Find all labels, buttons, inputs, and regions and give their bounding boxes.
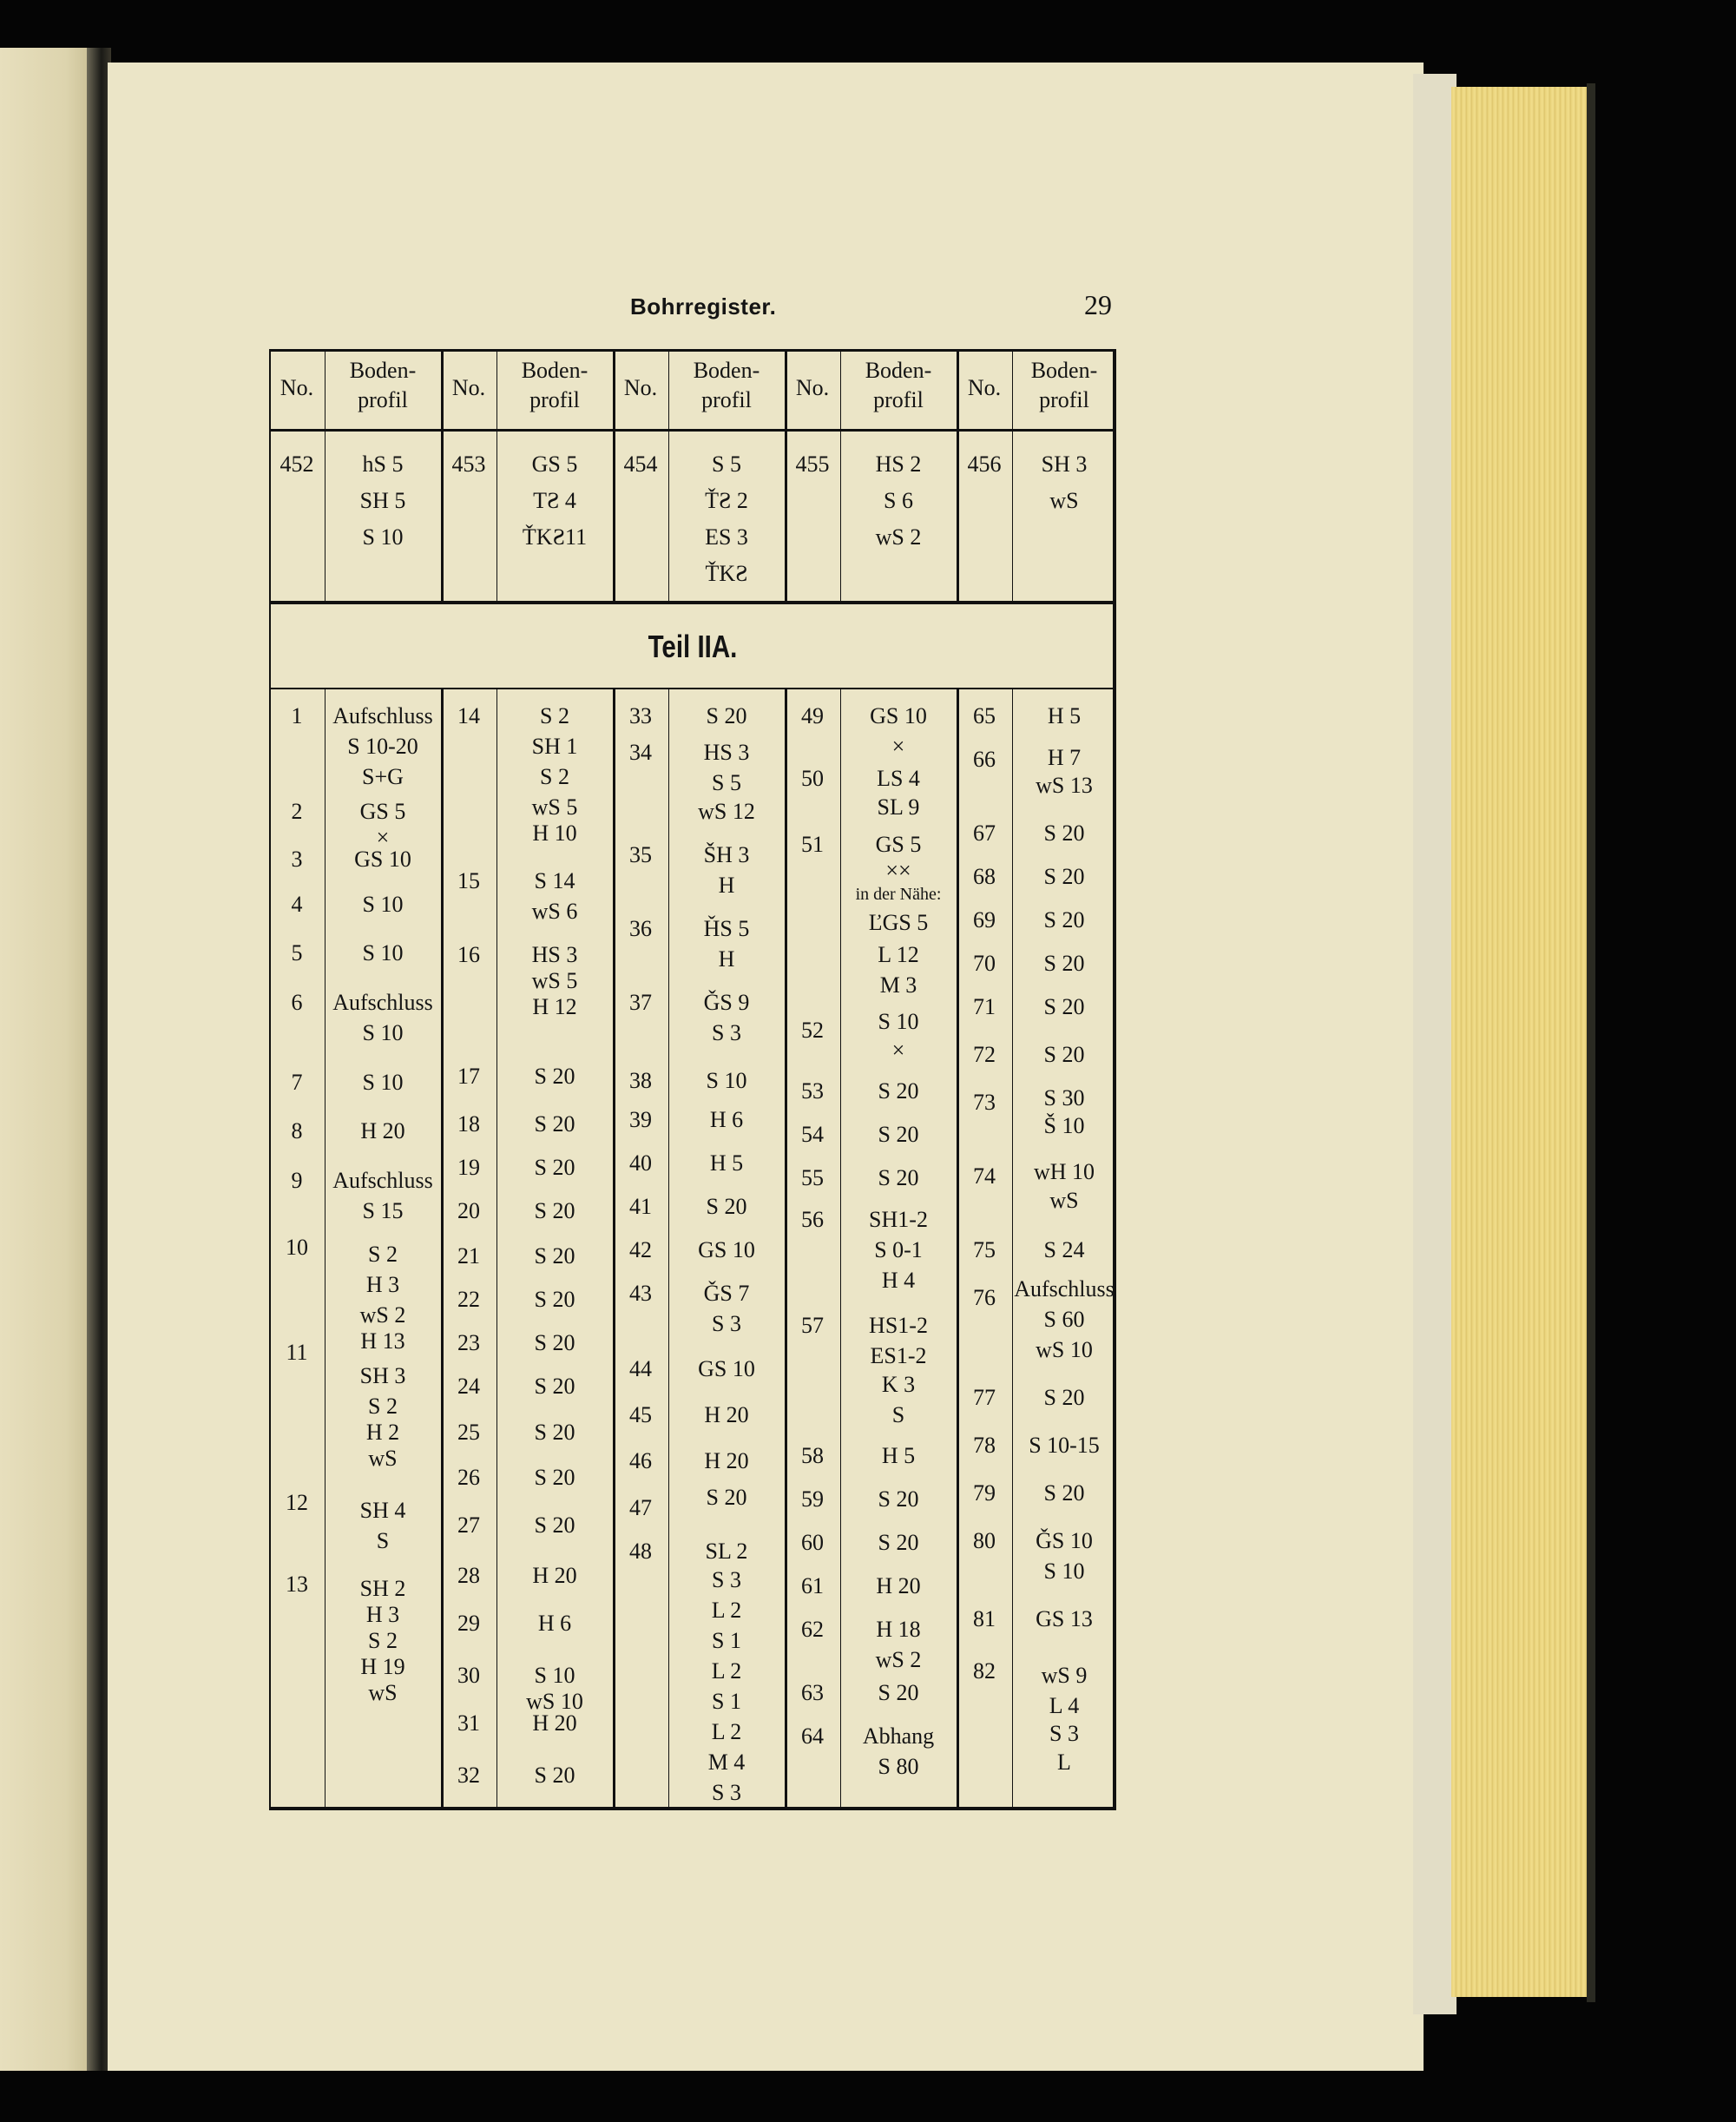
profile-value: GS 10 — [698, 1356, 755, 1381]
profile-value: H 3 — [365, 1602, 400, 1627]
profile-value: S 20 — [534, 1330, 575, 1355]
page-block-edge — [1451, 87, 1590, 1997]
profile-value: SH 5 — [359, 488, 406, 513]
profile-value: GS 10 — [354, 847, 411, 872]
profile-value: S 80 — [878, 1754, 919, 1779]
header-profile: Boden- — [865, 358, 932, 383]
profile-value: S 20 — [1043, 1385, 1085, 1410]
entry-number: 55 — [801, 1165, 824, 1190]
profile-value: HS1-2 — [869, 1313, 928, 1338]
profile-value: S 3 — [712, 1780, 741, 1805]
entry-number: 75 — [973, 1237, 996, 1262]
entry-number: 74 — [973, 1163, 996, 1189]
table-bottom-rule — [269, 1807, 1116, 1810]
profile-value: GS 13 — [1036, 1606, 1093, 1631]
entry-number: 38 — [629, 1068, 652, 1093]
profile-value: ES1-2 — [870, 1343, 927, 1368]
entry-number: 26 — [457, 1465, 480, 1490]
profile-value: GS 5 — [531, 451, 578, 477]
entry-number: 67 — [973, 820, 996, 846]
profile-value: L 2 — [711, 1598, 742, 1623]
profile-value: ǦS 9 — [703, 990, 750, 1015]
profile-value: Abhang — [862, 1723, 935, 1749]
profile-value: S 20 — [534, 1465, 575, 1490]
profile-value: L 4 — [1049, 1693, 1080, 1718]
header-profile: Boden- — [1030, 358, 1098, 383]
entry-number: 47 — [629, 1495, 652, 1520]
entry-number: 43 — [629, 1281, 652, 1306]
entry-number: 3 — [291, 847, 303, 872]
entry-number: 63 — [801, 1680, 824, 1705]
profile-value: Š 10 — [1043, 1113, 1085, 1138]
page-edge — [1413, 74, 1457, 2014]
entry-number: 76 — [973, 1285, 996, 1310]
profile-value: in der Nähe: — [855, 885, 942, 904]
profile-value: × — [891, 734, 905, 759]
entry-number: 32 — [457, 1763, 480, 1788]
entry-number: 20 — [457, 1198, 480, 1223]
entry-number: 11 — [286, 1340, 308, 1365]
header-no: No. — [451, 375, 486, 400]
entry-number: 45 — [629, 1402, 652, 1427]
profile-value: SH 1 — [531, 734, 578, 759]
profile-value: SL 2 — [705, 1539, 748, 1564]
entry-number: 57 — [801, 1313, 824, 1338]
entry-number: 78 — [973, 1433, 996, 1458]
profile-value: H 20 — [704, 1402, 749, 1427]
profile-value: S 20 — [878, 1680, 919, 1705]
profile-value: S 20 — [534, 1111, 575, 1137]
profile-value: S 10 — [362, 940, 404, 965]
profile-value: wS 5 — [531, 794, 578, 820]
profile-value: S 2 — [368, 1394, 398, 1419]
entry-number: 9 — [291, 1168, 303, 1193]
entry-number: 62 — [801, 1617, 824, 1642]
entry-number: 7 — [291, 1070, 303, 1095]
profile-value: wS 12 — [698, 799, 755, 824]
profile-value: SH 3 — [359, 1363, 406, 1388]
entry-number: 34 — [629, 740, 652, 765]
entry-number: 52 — [801, 1018, 824, 1043]
profile-value: H 6 — [709, 1107, 744, 1132]
entry-number: 14 — [457, 703, 480, 728]
profile-value: S 30 — [1043, 1085, 1085, 1110]
profile-value: ǦS 10 — [1036, 1528, 1093, 1553]
profile-value: SH 3 — [1041, 451, 1088, 477]
entry-number: 21 — [457, 1243, 480, 1269]
profile-value: wH 10 — [1033, 1159, 1095, 1184]
profile-value: H — [718, 873, 735, 898]
table-right-rule — [1113, 349, 1116, 1810]
entry-number: 77 — [973, 1385, 996, 1410]
entry-number: 48 — [629, 1539, 652, 1564]
entry-number: 39 — [629, 1107, 652, 1132]
entry-number: 71 — [973, 994, 996, 1019]
profile-value: S 20 — [534, 1198, 575, 1223]
profile-value: HS 3 — [703, 740, 750, 765]
profile-value: S 10 — [362, 1070, 404, 1095]
profile-value: S 3 — [1049, 1721, 1079, 1746]
column-group-rule — [441, 349, 444, 601]
profile-value: S 10 — [362, 1020, 404, 1045]
profile-value: H 18 — [876, 1617, 921, 1642]
profile-value: H 20 — [532, 1563, 577, 1588]
entry-number: 51 — [801, 832, 824, 857]
profile-value: × — [891, 1038, 905, 1063]
entry-number: 59 — [801, 1486, 824, 1512]
profile-value: S 3 — [712, 1567, 741, 1592]
entry-number: 41 — [629, 1194, 652, 1219]
entry-number: 24 — [457, 1374, 480, 1399]
profile-value: ŤKƧ — [705, 561, 748, 586]
profile-value: S 3 — [712, 1020, 741, 1045]
profile-value: wS 5 — [531, 968, 578, 993]
profile-value: ǦS 7 — [703, 1281, 750, 1306]
entry-number: 79 — [973, 1480, 996, 1506]
profile-value: S 10 — [878, 1009, 919, 1034]
entry-number: 56 — [801, 1207, 824, 1232]
profile-value: S 20 — [878, 1122, 919, 1147]
profile-value: wS 2 — [359, 1302, 406, 1328]
entry-number: 453 — [451, 451, 486, 477]
profile-value: Aufschluss — [332, 990, 433, 1015]
profile-value: H 12 — [532, 994, 577, 1019]
entry-number: 58 — [801, 1443, 824, 1468]
header-no: No. — [967, 375, 1002, 400]
profile-value: M 3 — [879, 972, 917, 998]
profile-value: S 20 — [1043, 951, 1085, 976]
entry-number: 49 — [801, 703, 824, 728]
cover-edge — [1587, 83, 1595, 2002]
entry-number: 454 — [623, 451, 658, 477]
header-no: No. — [795, 375, 830, 400]
profile-value: H 5 — [1047, 703, 1082, 728]
profile-value: S 20 — [1043, 907, 1085, 932]
entry-number: 455 — [795, 451, 830, 477]
header-rule — [269, 429, 1116, 432]
profile-value: Aufschluss — [332, 703, 433, 728]
header-profile: profil — [701, 387, 752, 412]
profile-value: H 20 — [532, 1710, 577, 1736]
profile-value: H 4 — [881, 1268, 916, 1293]
profile-value: S 10 — [362, 892, 404, 917]
column-group-rule — [613, 349, 615, 601]
header-profile: Boden- — [521, 358, 589, 383]
entry-number: 29 — [457, 1611, 480, 1636]
profile-value: wS 10 — [526, 1689, 583, 1714]
profile-value: S+G — [362, 764, 404, 789]
profile-value: S 10 — [1043, 1559, 1085, 1584]
profile-value: S 20 — [878, 1530, 919, 1555]
profile-value: ȞS 5 — [703, 916, 750, 941]
entry-number: 53 — [801, 1078, 824, 1104]
header-profile: profil — [873, 387, 924, 412]
entry-number: 18 — [457, 1111, 480, 1137]
table-left-rule — [269, 349, 271, 1810]
entry-number: 65 — [973, 703, 996, 728]
entry-number: 17 — [457, 1064, 480, 1089]
column-group-rule — [957, 349, 959, 601]
entry-number: 15 — [457, 868, 480, 893]
profile-value: SH1-2 — [869, 1207, 928, 1232]
profile-value: S 20 — [706, 1194, 747, 1219]
profile-value: S 20 — [706, 1485, 747, 1510]
profile-value: S 1 — [712, 1628, 741, 1653]
entry-number: 25 — [457, 1420, 480, 1445]
profile-value: ES 3 — [705, 524, 748, 550]
profile-value: HS 2 — [875, 451, 922, 477]
bore-register-table — [269, 349, 1116, 1810]
profile-value: H 3 — [365, 1272, 400, 1297]
profile-value: L 2 — [711, 1658, 742, 1684]
entry-number: 35 — [629, 842, 652, 867]
profile-value: S 20 — [878, 1165, 919, 1190]
entry-number: 31 — [457, 1710, 480, 1736]
profile-value: H 19 — [360, 1654, 405, 1679]
entry-number: 13 — [286, 1572, 308, 1597]
entry-number: 452 — [279, 451, 314, 477]
profile-value: M 4 — [707, 1750, 746, 1775]
profile-value: S 6 — [884, 488, 913, 513]
profile-value: wS — [1049, 1188, 1079, 1213]
profile-value: ŠH 3 — [703, 842, 750, 867]
entry-number: 456 — [967, 451, 1002, 477]
profile-value: S 2 — [368, 1242, 398, 1267]
header-profile: Boden- — [349, 358, 417, 383]
entry-number: 23 — [457, 1330, 480, 1355]
profile-value: ×× — [885, 858, 911, 883]
entry-number: 73 — [973, 1090, 996, 1115]
entry-number: 5 — [291, 940, 303, 965]
profile-value: S 10 — [706, 1068, 747, 1093]
entry-number: 42 — [629, 1237, 652, 1262]
profile-value: S 20 — [534, 1763, 575, 1788]
profile-value: L 2 — [711, 1719, 742, 1744]
profile-value: S 1 — [712, 1689, 741, 1714]
profile-value: H 7 — [1047, 745, 1082, 770]
profile-value: S 20 — [1043, 1042, 1085, 1067]
profile-value: S 20 — [534, 1374, 575, 1399]
profile-value: S 10 — [362, 524, 404, 550]
column-group-rule — [957, 689, 959, 1810]
entry-number: 72 — [973, 1042, 996, 1067]
profile-value: TƧ 4 — [533, 488, 576, 513]
profile-value: H 10 — [532, 820, 577, 846]
profile-value: wS — [368, 1680, 398, 1705]
left-page — [0, 48, 94, 2071]
entry-number: 8 — [291, 1118, 303, 1143]
entry-number: 12 — [286, 1490, 308, 1515]
profile-value: S 10-20 — [347, 734, 418, 759]
profile-value: wS 10 — [1036, 1337, 1093, 1362]
profile-value: H 20 — [360, 1118, 405, 1143]
profile-value: L 12 — [878, 942, 919, 967]
profile-value: H 2 — [365, 1420, 400, 1445]
profile-value: GS 5 — [875, 832, 922, 857]
profile-value: wS 13 — [1036, 773, 1093, 798]
profile-value: S 24 — [1043, 1237, 1085, 1262]
profile-value: S 20 — [1043, 820, 1085, 846]
column-group-rule — [613, 689, 615, 1810]
profile-value: S 20 — [534, 1064, 575, 1089]
entry-number: 68 — [973, 864, 996, 889]
entry-number: 28 — [457, 1563, 480, 1588]
profile-value: GS 10 — [870, 703, 927, 728]
profile-value: ŤƧ 2 — [705, 488, 748, 513]
column-group-rule — [785, 349, 787, 601]
profile-value: S 20 — [878, 1078, 919, 1104]
profile-value: hS 5 — [362, 451, 404, 477]
entry-number: 33 — [629, 703, 652, 728]
entry-number: 46 — [629, 1448, 652, 1473]
profile-value: H 6 — [537, 1611, 572, 1636]
profile-value: S 20 — [1043, 1480, 1085, 1506]
profile-value: S 10 — [534, 1663, 575, 1688]
profile-value: GS 10 — [698, 1237, 755, 1262]
header-profile: profil — [358, 387, 408, 412]
entry-number: 69 — [973, 907, 996, 932]
profile-value: SL 9 — [877, 794, 920, 820]
profile-value: HS 3 — [531, 942, 578, 967]
profile-value: S 20 — [534, 1420, 575, 1445]
profile-value: wS 2 — [875, 1647, 922, 1672]
profile-value: ĽGS 5 — [868, 910, 929, 935]
entry-number: 82 — [973, 1658, 996, 1684]
header-no: No. — [279, 375, 314, 400]
profile-value: Aufschluss — [332, 1168, 433, 1193]
entry-number: 64 — [801, 1723, 824, 1749]
profile-value: S 2 — [368, 1628, 398, 1653]
profile-value: S 0-1 — [874, 1237, 923, 1262]
entry-number: 36 — [629, 916, 652, 941]
profile-value: ŤKƧ11 — [522, 524, 588, 550]
entry-number: 70 — [973, 951, 996, 976]
entry-number: 37 — [629, 990, 652, 1015]
profile-value: S 20 — [706, 703, 747, 728]
profile-value: S 15 — [362, 1198, 404, 1223]
page-number: 29 — [1084, 289, 1112, 320]
profile-value: H 13 — [360, 1328, 405, 1354]
profile-value: S 60 — [1043, 1307, 1085, 1332]
entry-number: 50 — [801, 766, 824, 791]
profile-value: LS 4 — [877, 766, 920, 791]
profile-value: S 2 — [540, 764, 569, 789]
profile-value: S — [891, 1402, 905, 1427]
header-profile: profil — [529, 387, 580, 412]
entry-number: 80 — [973, 1528, 996, 1553]
profile-value: GS 5 — [359, 799, 406, 824]
profile-value: H 5 — [709, 1150, 744, 1176]
profile-value: wS — [1049, 488, 1079, 513]
entry-number: 10 — [286, 1235, 308, 1260]
entry-number: 30 — [457, 1663, 480, 1688]
profile-value: S 10-15 — [1029, 1433, 1100, 1458]
entry-number: 61 — [801, 1573, 824, 1598]
entry-number: 19 — [457, 1155, 480, 1180]
profile-value: wS 6 — [531, 899, 578, 924]
entry-number: 22 — [457, 1287, 480, 1312]
running-header: Bohrregister. — [630, 293, 777, 320]
entry-number: 44 — [629, 1356, 652, 1381]
profile-value: H 5 — [881, 1443, 916, 1468]
entry-number: 60 — [801, 1530, 824, 1555]
profile-value: S 5 — [712, 451, 741, 477]
profile-value: H 20 — [704, 1448, 749, 1473]
profile-value: H 20 — [876, 1573, 921, 1598]
profile-value: S 20 — [1043, 994, 1085, 1019]
entry-number: 4 — [291, 892, 303, 917]
entry-number: 1 — [291, 703, 303, 728]
entry-number: 54 — [801, 1122, 824, 1147]
profile-value: wS — [368, 1446, 398, 1471]
profile-value: wS 9 — [1041, 1663, 1088, 1688]
entry-number: 66 — [973, 747, 996, 772]
profile-value: SH 2 — [359, 1576, 406, 1601]
profile-value: S 14 — [534, 868, 575, 893]
profile-value: S 20 — [878, 1486, 919, 1512]
entry-number: 6 — [291, 990, 303, 1015]
header-profile: Boden- — [693, 358, 760, 383]
profile-value: S 20 — [1043, 864, 1085, 889]
header-no: No. — [623, 375, 658, 400]
profile-value: S 20 — [534, 1287, 575, 1312]
table-top-rule — [269, 349, 1116, 352]
column-group-rule — [785, 689, 787, 1810]
section-title: Teil IIA. — [648, 629, 738, 664]
profile-value: S — [376, 1528, 390, 1553]
profile-value: S 3 — [712, 1311, 741, 1336]
section-rule — [269, 688, 1116, 689]
profile-value: K 3 — [881, 1372, 916, 1397]
profile-value: wS 2 — [875, 524, 922, 550]
entry-number: 40 — [629, 1150, 652, 1176]
profile-value: S 2 — [540, 703, 569, 728]
profile-value: H — [718, 946, 735, 972]
profile-value: × — [376, 825, 390, 850]
profile-value: L — [1057, 1750, 1071, 1775]
column-group-rule — [441, 689, 444, 1810]
profile-value: Aufschluss — [1014, 1276, 1115, 1302]
profile-value: S 20 — [534, 1512, 575, 1538]
profile-value: SH 4 — [359, 1498, 406, 1523]
profile-value: S 20 — [534, 1243, 575, 1269]
profile-value: S 5 — [712, 770, 741, 795]
entry-number: 81 — [973, 1606, 996, 1631]
entry-number: 27 — [457, 1512, 480, 1538]
top-block-rule — [269, 601, 1116, 604]
profile-value: S 20 — [534, 1155, 575, 1180]
entry-number: 2 — [291, 799, 303, 824]
header-profile: profil — [1039, 387, 1089, 412]
entry-number: 16 — [457, 942, 480, 967]
